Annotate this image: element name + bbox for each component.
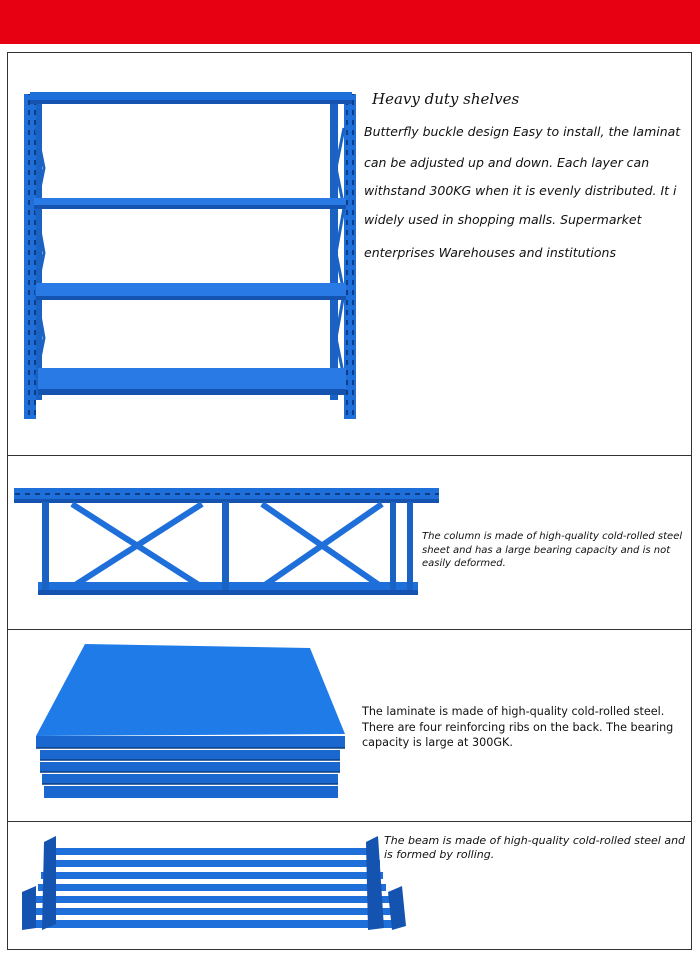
- section-divider: [7, 629, 692, 630]
- description-line: Butterfly buckle design Easy to install, the laminat: [364, 124, 681, 139]
- description-line: enterprises Warehouses and institutions: [364, 245, 616, 260]
- description-line: withstand 300KG when it is evenly distributed. It i: [364, 183, 677, 198]
- beam-bundle-image: [16, 832, 411, 932]
- top-red-banner: [0, 0, 700, 44]
- column-description: The column is made of high-quality cold-rolled steel sheet and has a large bearing capacity and is not easily deformed.: [422, 531, 683, 569]
- section-title: Heavy duty shelves: [372, 90, 520, 108]
- description-line: can be adjusted up and down. Each layer can: [364, 155, 650, 170]
- beam-description: The beam is made of high-quality cold-rolled steel and is formed by rolling.: [384, 834, 686, 861]
- section-divider: [7, 821, 692, 822]
- column-frame-image: [12, 482, 442, 607]
- section-divider: [7, 455, 692, 456]
- description-line: widely used in shopping malls. Supermarket: [364, 212, 642, 227]
- laminate-description: The laminate is made of high-quality cold-rolled steel. There are four reinforcing ribs on the back. The bearing capacity is large at 300GK.: [362, 705, 674, 749]
- shelf-unit-image: [20, 88, 360, 423]
- laminate-stack-image: [30, 640, 350, 805]
